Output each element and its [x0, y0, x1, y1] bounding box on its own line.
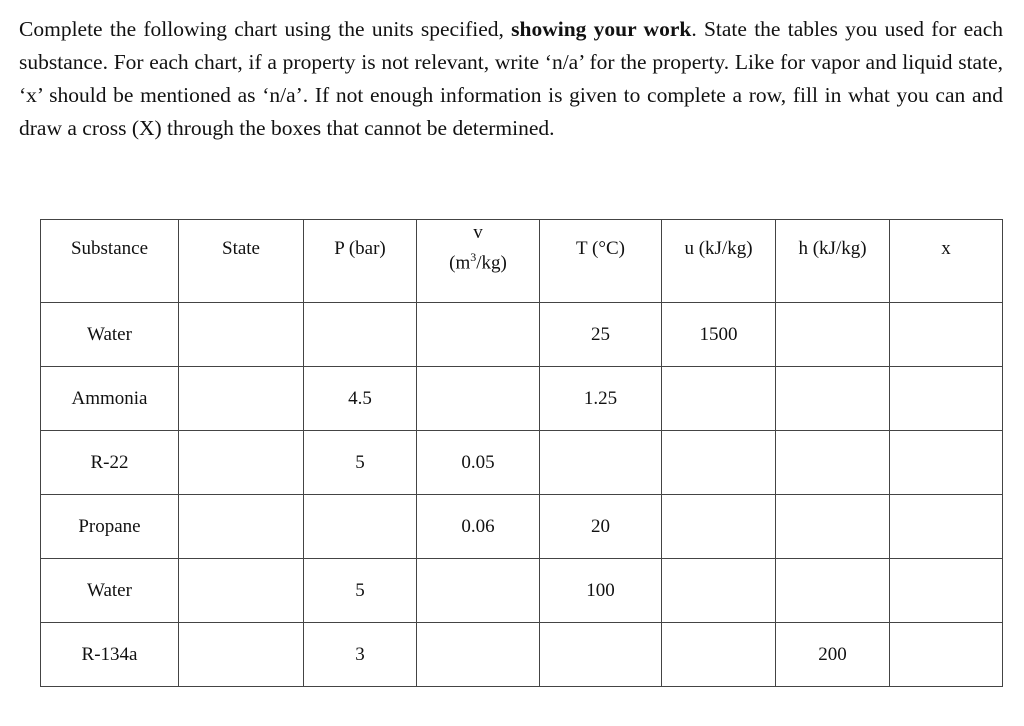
cell-enthalpy[interactable] — [776, 431, 890, 495]
cell-quality[interactable] — [890, 303, 1003, 367]
cell-internal-energy[interactable] — [662, 623, 776, 687]
header-substance: Substance — [41, 220, 179, 303]
cell-quality[interactable] — [890, 495, 1003, 559]
instructions-text-rest: . State the tables you used for each substance. For each chart, if a property is not relevant, write ‘n/a’ for the property. Like for vapor and liquid state, ‘x’ should be mentioned as ‘n/a’. If not enough information is given to complete a row, fill in what you can and draw a cross (X) through the boxes that cannot be determined. — [19, 17, 1004, 140]
cell-temperature: 20 — [540, 495, 662, 559]
cell-state[interactable] — [179, 623, 304, 687]
instructions-text-start: Complete the following chart using the units specified, — [19, 17, 512, 41]
cell-quality[interactable] — [890, 431, 1003, 495]
cell-specific-volume: 0.05 — [417, 431, 540, 495]
cell-quality[interactable] — [890, 559, 1003, 623]
cell-pressure: 5 — [304, 431, 417, 495]
header-v-symbol: v — [473, 221, 483, 243]
cell-temperature: 1.25 — [540, 367, 662, 431]
cell-substance: R-22 — [41, 431, 179, 495]
header-specific-volume — [417, 220, 540, 303]
cell-substance: Water — [41, 303, 179, 367]
header-v-unit: $(m^3/kg)$ — [449, 249, 507, 274]
table-row — [41, 559, 1003, 623]
cell-substance: Ammonia — [41, 367, 179, 431]
header-temperature: T (°C) — [540, 220, 662, 303]
cell-pressure[interactable] — [304, 495, 417, 559]
cell-specific-volume[interactable] — [417, 367, 540, 431]
cell-internal-energy[interactable] — [662, 559, 776, 623]
table-row — [41, 303, 1003, 367]
table-row — [41, 495, 1003, 559]
cell-specific-volume: 0.06 — [417, 495, 540, 559]
cell-pressure: 3 — [304, 623, 417, 687]
cell-enthalpy[interactable] — [776, 559, 890, 623]
header-pressure: P (bar) — [304, 220, 417, 303]
instructions-paragraph — [19, 13, 1003, 145]
cell-enthalpy: 200 — [776, 623, 890, 687]
cell-quality[interactable] — [890, 367, 1003, 431]
cell-state[interactable] — [179, 559, 304, 623]
cell-temperature[interactable] — [540, 431, 662, 495]
header-row — [41, 220, 1003, 303]
cell-substance: Propane — [41, 495, 179, 559]
cell-pressure: 4.5 — [304, 367, 417, 431]
cell-specific-volume[interactable] — [417, 623, 540, 687]
instructions-emphasis: showing your work — [511, 17, 692, 41]
cell-state[interactable] — [179, 303, 304, 367]
cell-specific-volume[interactable] — [417, 303, 540, 367]
cell-quality[interactable] — [890, 623, 1003, 687]
cell-enthalpy[interactable] — [776, 303, 890, 367]
cell-internal-energy[interactable] — [662, 431, 776, 495]
header-state: State — [179, 220, 304, 303]
cell-temperature: 100 — [540, 559, 662, 623]
cell-pressure: 5 — [304, 559, 417, 623]
cell-internal-energy[interactable] — [662, 495, 776, 559]
table-row — [41, 367, 1003, 431]
table-row — [41, 623, 1003, 687]
cell-state[interactable] — [179, 431, 304, 495]
cell-substance: Water — [41, 559, 179, 623]
cell-pressure[interactable] — [304, 303, 417, 367]
cell-state[interactable] — [179, 367, 304, 431]
cell-state[interactable] — [179, 495, 304, 559]
cell-specific-volume[interactable] — [417, 559, 540, 623]
cell-temperature: 25 — [540, 303, 662, 367]
property-table — [40, 219, 1003, 687]
cell-internal-energy[interactable] — [662, 367, 776, 431]
cell-internal-energy: 1500 — [662, 303, 776, 367]
table-row — [41, 431, 1003, 495]
header-internal-energy: u (kJ/kg) — [662, 220, 776, 303]
cell-substance: R-134a — [41, 623, 179, 687]
cell-enthalpy[interactable] — [776, 367, 890, 431]
header-quality: x — [890, 220, 1003, 303]
cell-enthalpy[interactable] — [776, 495, 890, 559]
header-enthalpy: h (kJ/kg) — [776, 220, 890, 303]
cell-temperature[interactable] — [540, 623, 662, 687]
